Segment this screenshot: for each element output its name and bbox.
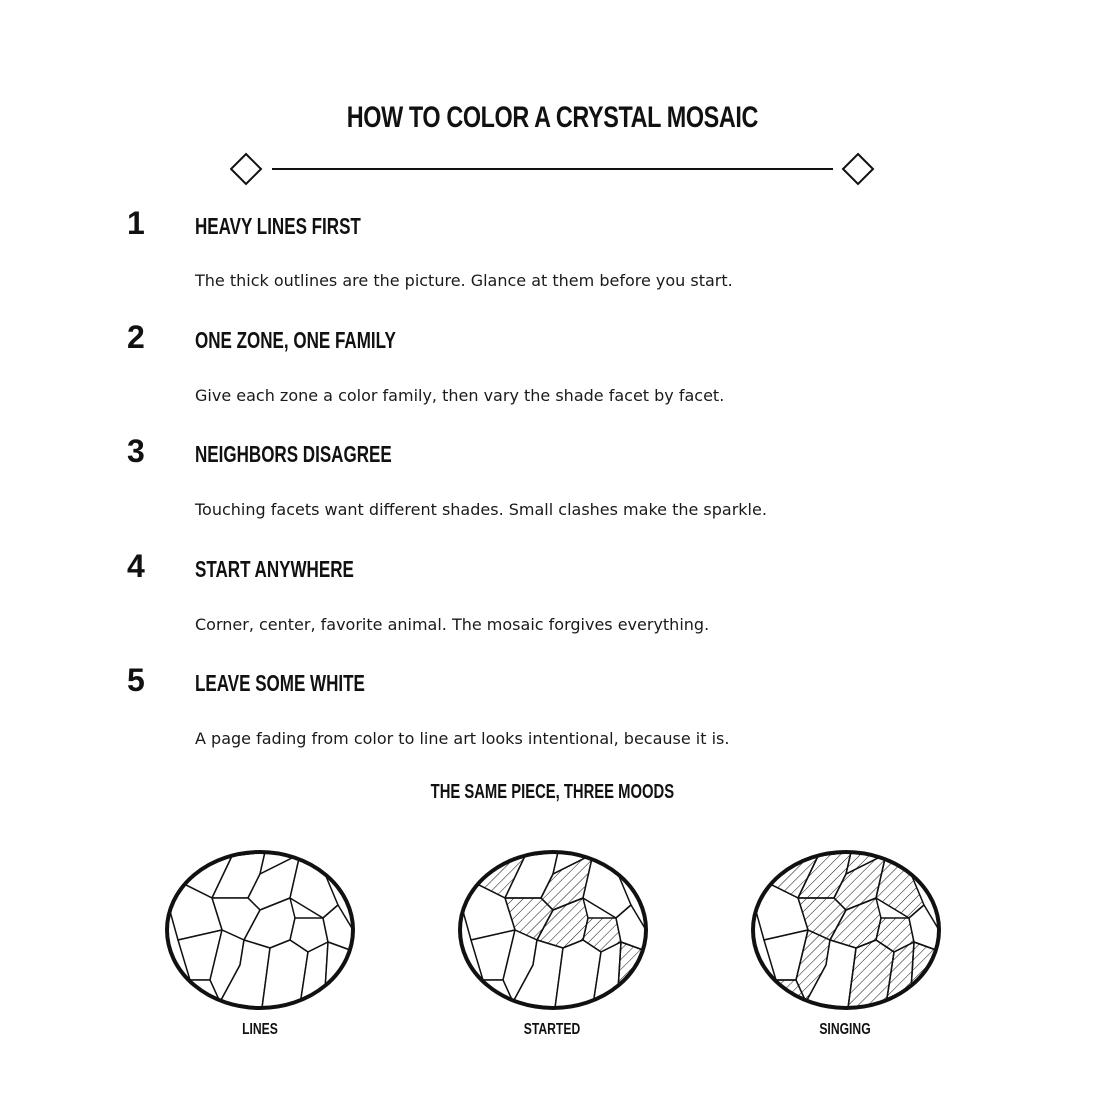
step-number: 5 xyxy=(127,662,145,698)
step-heading: LEAVE SOME WHITE xyxy=(195,670,365,696)
right-diamond-ornament xyxy=(843,154,873,184)
facet xyxy=(583,854,631,918)
facet xyxy=(290,854,338,918)
step-description: Corner, center, favorite animal. The mosaic forgives everything. xyxy=(195,615,710,634)
mosaic-started xyxy=(460,852,646,1008)
step-number: 3 xyxy=(127,433,145,469)
step-number: 4 xyxy=(127,548,145,584)
step-description: A page fading from color to line art looks intentional, because it is. xyxy=(195,729,730,748)
step-heading: ONE ZONE, ONE FAMILY xyxy=(195,327,396,353)
step-description: Touching facets want different shades. Small clashes make the sparkle. xyxy=(195,500,767,519)
page-title: HOW TO COLOR A CRYSTAL MOSAIC xyxy=(346,101,758,134)
shaded-facet xyxy=(876,854,924,918)
mosaic-examples xyxy=(150,840,960,1020)
mosaic-caption-lines: LINES xyxy=(242,1021,278,1038)
title-divider xyxy=(230,152,875,186)
mosaic-caption-singing: SINGING xyxy=(819,1021,871,1038)
step-number: 1 xyxy=(127,205,145,241)
mosaic-singing xyxy=(753,852,939,1008)
step-heading: HEAVY LINES FIRST xyxy=(195,213,361,239)
step-heading: START ANYWHERE xyxy=(195,556,354,582)
mosaic-lines xyxy=(167,852,353,1008)
examples-heading: THE SAME PIECE, THREE MOODS xyxy=(430,781,675,803)
step-heading: NEIGHBORS DISAGREE xyxy=(195,441,392,467)
left-diamond-ornament xyxy=(231,154,261,184)
step-description: The thick outlines are the picture. Glance at them before you start. xyxy=(195,271,733,290)
mosaic-caption-started: STARTED xyxy=(523,1021,581,1038)
step-description: Give each zone a color family, then vary the shade facet by facet. xyxy=(195,386,725,405)
step-number: 2 xyxy=(127,319,145,355)
